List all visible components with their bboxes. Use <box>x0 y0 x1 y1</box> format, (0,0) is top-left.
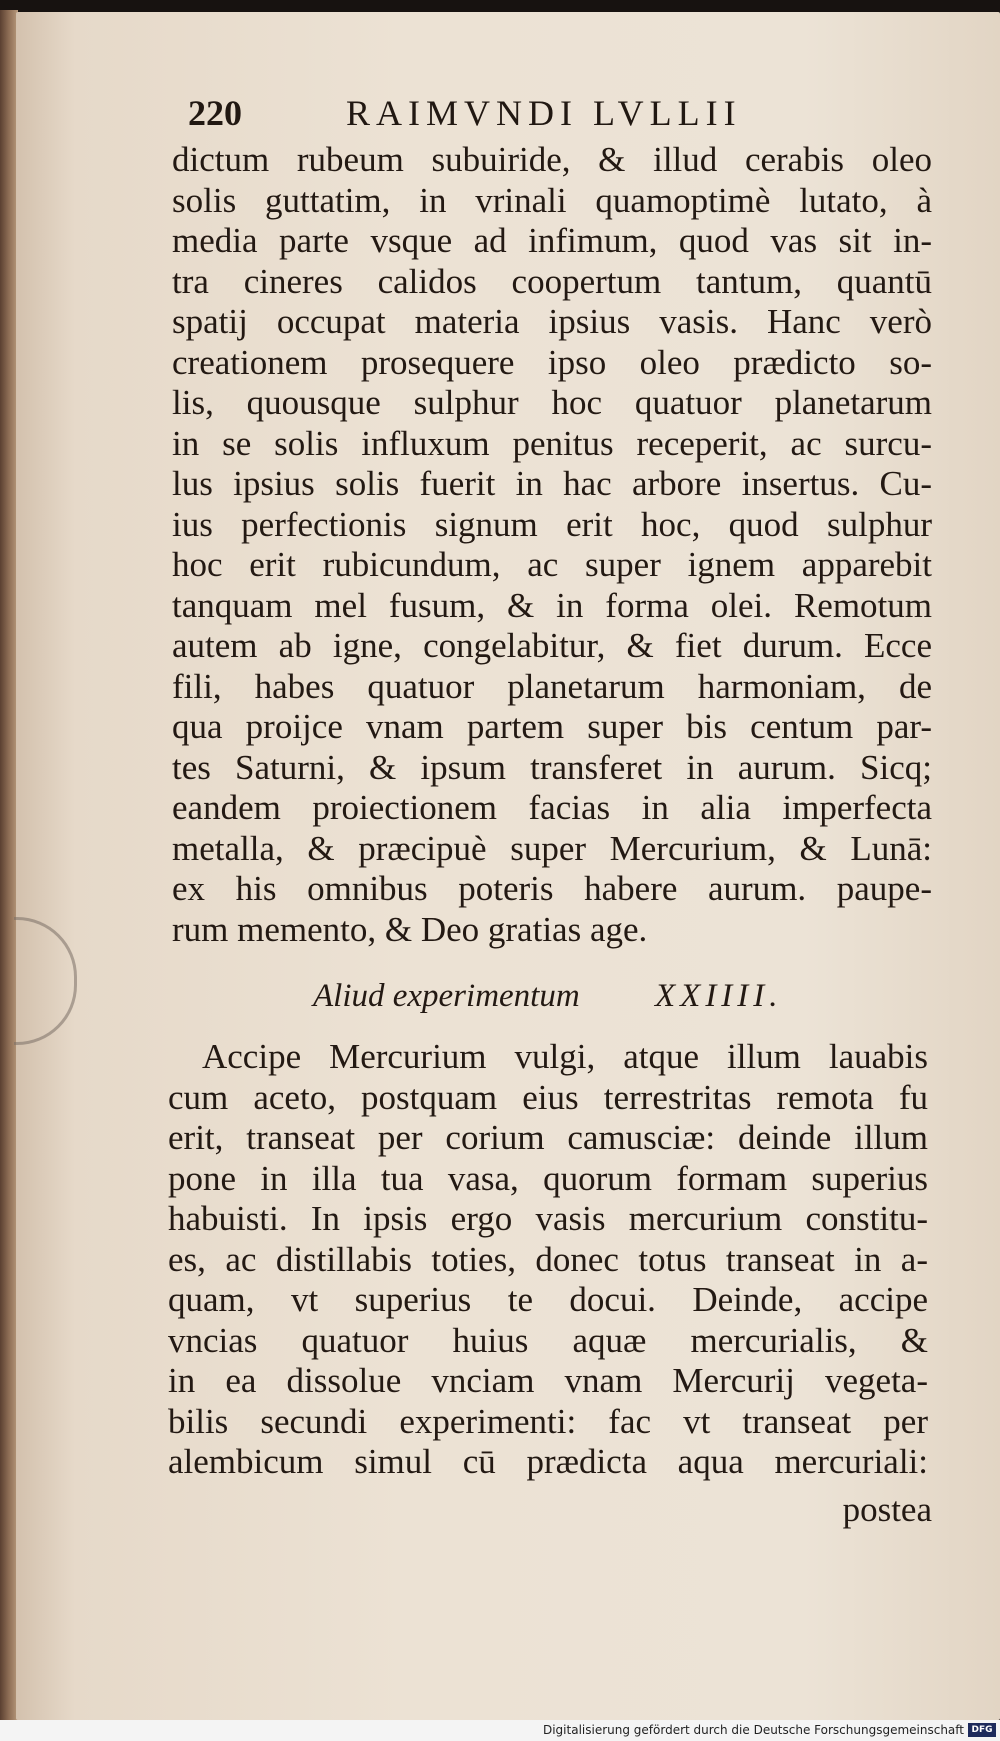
text-line: quam, vt superius te docui. Deinde, accipe <box>168 1280 928 1319</box>
section-heading-text: Aliud experimentum <box>313 978 580 1014</box>
text-line: fili, habes quatuor planetarum harmoniam, de <box>172 666 932 706</box>
text-line: alembicum simul cū prædicta aqua mercuriali: <box>168 1442 928 1481</box>
text-line: media parte vsque ad infimum, quod vas sit in- <box>172 221 932 260</box>
text-line: tanquam mel fusum, & in forma olei. Remotum <box>172 585 932 625</box>
running-head <box>188 92 888 142</box>
page-clip-mark <box>14 917 77 1045</box>
paragraph-2 <box>168 1037 928 1483</box>
text-line: tra cineres calidos coopertum tantum, quantū <box>172 261 932 301</box>
text-line: rum memento, & Deo gratias age. <box>172 909 648 949</box>
text-line: Accipe Mercurium vulgi, atque illum lauabis <box>202 1037 928 1076</box>
text-line: autem ab igne, congelabitur, & fiet durum. Ecce <box>172 626 932 665</box>
paragraph-1 <box>172 140 932 950</box>
text-line: es, ac distillabis toties, donec totus transeat in a- <box>168 1239 928 1279</box>
catchword: postea <box>842 1490 932 1529</box>
text-line: in se solis influxum penitus receperit, ac surcu- <box>172 423 932 463</box>
dfg-logo: DFG <box>968 1723 996 1737</box>
footer-credit: Digitalisierung gefördert durch die Deutsche Forschungsgemeinschaft <box>542 1723 964 1737</box>
text-line: habuisti. In ipsis ergo vasis mercurium constitu- <box>168 1199 928 1238</box>
digitization-footer <box>0 1720 1000 1741</box>
text-line: dictum rubeum subuiride, & illud cerabis oleo <box>172 140 932 179</box>
text-line: bilis secundi experimenti: fac vt transeat per <box>168 1401 928 1441</box>
text-line: lis, quousque sulphur hoc quatuor planetarum <box>172 383 932 422</box>
text-line: vncias quatuor huius aquæ mercurialis, & <box>168 1320 928 1360</box>
text-line: creationem prosequere ipso oleo prædicto so- <box>172 342 932 382</box>
section-heading-number: XXIIII. <box>655 978 783 1014</box>
text-line: ex his omnibus poteris habere aurum. paupe- <box>172 869 932 908</box>
text-line: erit, transeat per corium camusciæ: deinde illum <box>168 1118 928 1157</box>
page-number: 220 <box>188 93 242 133</box>
text-line: cum aceto, postquam eius terrestritas remota fu <box>168 1077 928 1117</box>
text-line: pone in illa tua vasa, quorum formam superius <box>168 1158 928 1198</box>
section-heading <box>313 978 913 1026</box>
text-line: in ea dissolue vnciam vnam Mercurij vegeta- <box>168 1361 928 1400</box>
text-line: lus ipsius solis fuerit in hac arbore insertus. Cu- <box>172 464 932 503</box>
text-line: spatij occupat materia ipsius vasis. Hanc verò <box>172 302 932 341</box>
text-line: eandem proiectionem facias in alia imperfecta <box>172 788 932 827</box>
text-line: solis guttatim, in vrinali quamoptimè lutato, à <box>172 180 932 220</box>
text-line: ius perfectionis signum erit hoc, quod sulphur <box>172 504 932 544</box>
text-line: tes Saturni, & ipsum transferet in aurum. Sicq; <box>172 747 932 787</box>
running-title: RAIMVNDI LVLLII <box>346 93 742 133</box>
text-line: metalla, & præcipuè super Mercurium, & Lunā: <box>172 828 932 868</box>
text-line: qua proijce vnam partem super bis centum par- <box>172 707 932 746</box>
text-line: hoc erit rubicundum, ac super ignem apparebit <box>172 545 932 584</box>
